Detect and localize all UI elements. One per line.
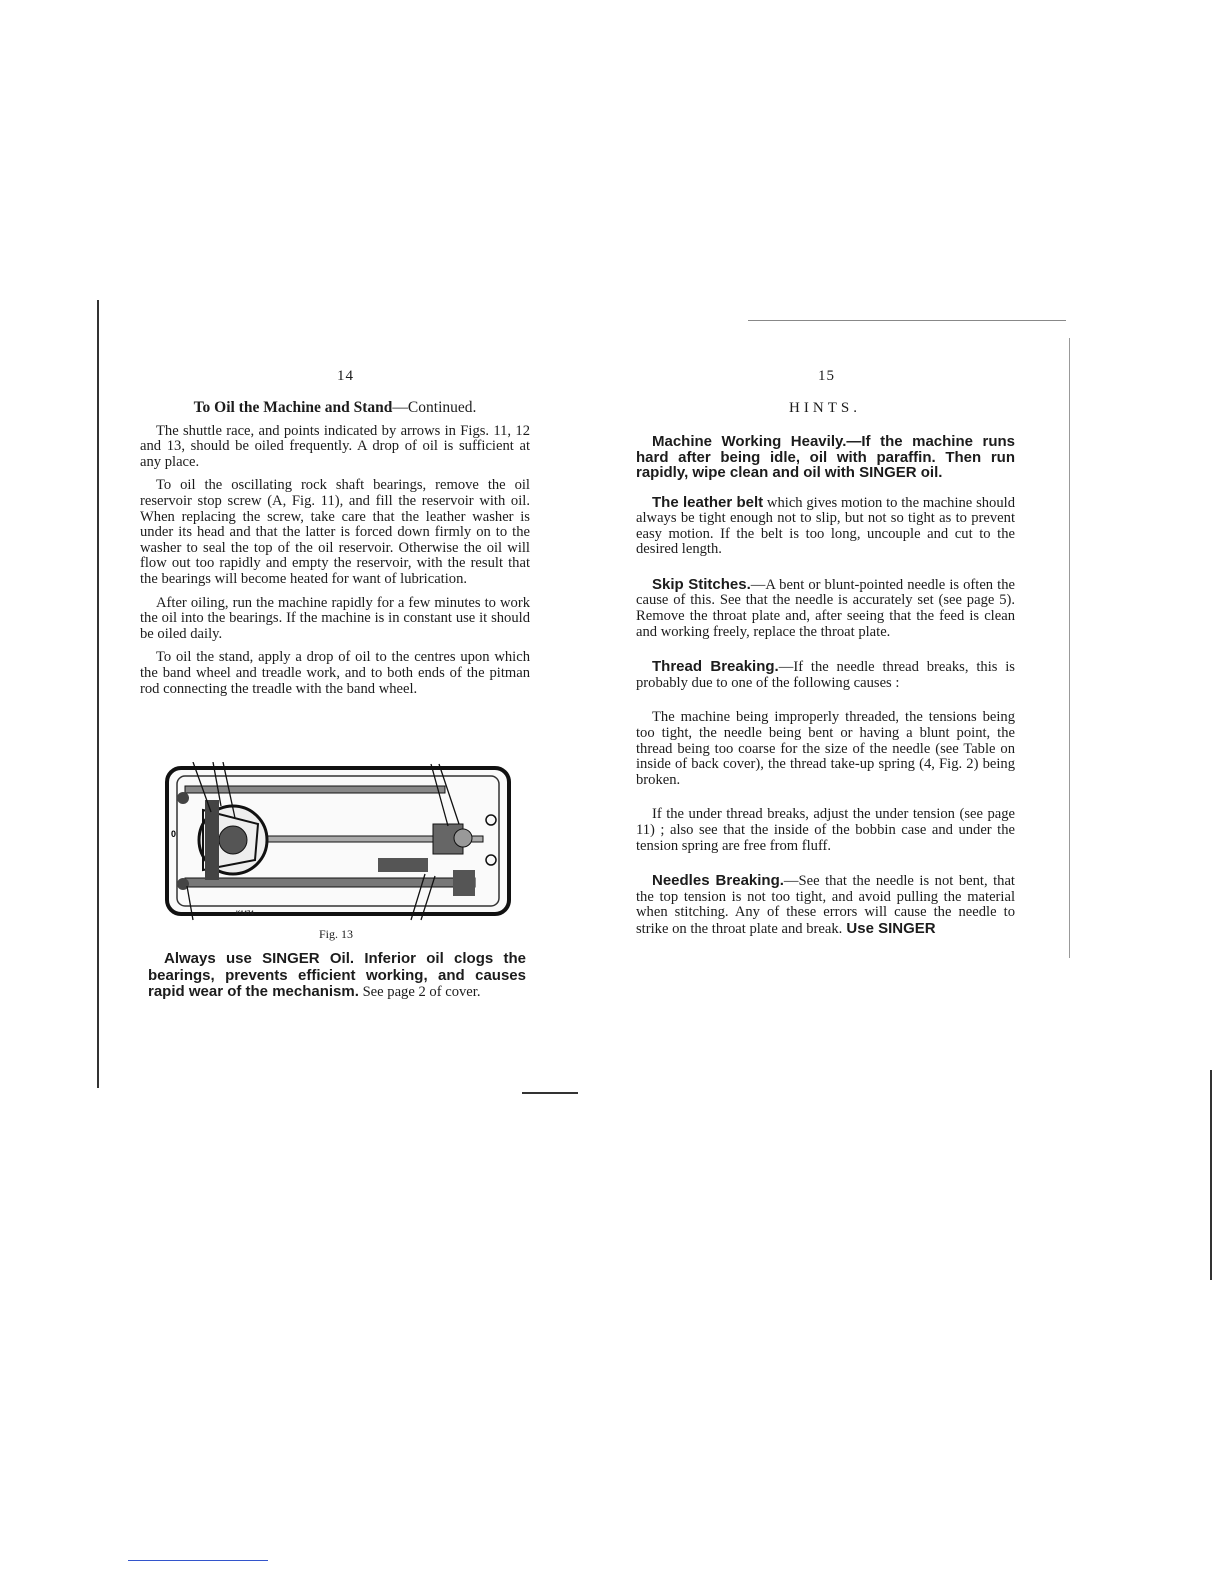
hint-text: The machine being improperly threaded, the tensions being too tight, the needle being bent or having a blunt point, the thread being too coarse for the size of the needle (see Table on inside of back cover), the thread take-up spring (4, Fig. 2) being broken. bbox=[636, 709, 1015, 788]
see-page-note: See page 2 of cover. bbox=[362, 984, 481, 1001]
hint-lead: Needles Breaking. bbox=[652, 872, 784, 890]
left-page-edge bbox=[97, 300, 99, 1088]
intro-lead: Machine Working Heavily. bbox=[652, 433, 847, 450]
hint-text: If the under thread breaks, adjust the under tension (see page 11) ; also see that the inside of the bobbin case and under the tension spring are free from fluff. bbox=[636, 806, 1015, 854]
hint-thread-causes bbox=[636, 710, 1015, 788]
left-title-main: To Oil the Machine and Stand bbox=[193, 399, 393, 416]
left-paragraph: The shuttle race, and points indicated by arrows in Figs. 11, 12 and 13, should be oiled frequently. A drop of oil is sufficient at any place. bbox=[140, 422, 530, 470]
hint-lead: Thread Breaking. bbox=[652, 658, 779, 676]
machine-working-heavily bbox=[636, 434, 1015, 481]
left-page-number: 14 bbox=[337, 368, 354, 384]
hint-thread-breaking bbox=[636, 659, 1015, 691]
hint-text: —A bent or blunt-pointed needle is often the cause of this. See that the needle is accurately set (see page 5). Remove the throat plate and, after seeing that the feed is clean and working freely, replace the throat plate. bbox=[636, 576, 1015, 640]
right-column bbox=[636, 434, 1015, 957]
svg-text:0: 0 bbox=[171, 829, 177, 839]
hint-under-thread bbox=[636, 807, 1015, 854]
left-column bbox=[140, 400, 530, 705]
hint-text: —If the needle thread breaks, this is probably due to one of the following causes : bbox=[636, 659, 1015, 691]
hint-needles-breaking bbox=[636, 873, 1015, 937]
hints-title: HINTS. bbox=[789, 400, 861, 416]
left-paragraph: To oil the stand, apply a drop of oil to the centres upon which the band wheel and treadle work, and to both ends of the pitman rod connecting the treadle with the band wheel. bbox=[140, 649, 530, 697]
singer-oil-warning: Always use SINGER Oil. Inferior oil clogs the bearings, prevents efficient working, and causes rapid wear of the mechanism. bbox=[148, 950, 526, 1001]
figure-code: K1474 bbox=[236, 911, 254, 917]
figure-caption: Fig. 13 bbox=[319, 927, 354, 941]
hint-tail: Use SINGER bbox=[842, 919, 936, 937]
bottom-blue-line bbox=[128, 1560, 268, 1561]
hint-text: —See that the needle is not bent, that the top tension is not too tight, and avoid pulling the material when stitching. Any of these errors will cause the needle to strike on the throat plate and break. bbox=[636, 873, 1015, 937]
left-title-suffix: —Continued. bbox=[392, 399, 477, 416]
hint-skip-stitches bbox=[636, 577, 1015, 640]
right-page-edge bbox=[1069, 338, 1070, 958]
binding-mark bbox=[522, 1092, 578, 1094]
hint-lead: Skip Stitches. bbox=[652, 575, 751, 593]
hint-lead: The leather belt bbox=[652, 493, 764, 511]
left-paragraph: To oil the oscillating rock shaft bearings, remove the oil reservoir stop screw (A, Fig. 11), and fill the reservoir with oil. When replacing the screw, take care that the leather washer is under its head and that the latter is forced down firmly on to the washer to seal the top of the oil reservoir. Otherwise the oil will flow out too rapidly and empty the reservoir, with the result that the bearings will become heated for want of lubrication. bbox=[140, 477, 530, 587]
hint-text: which gives motion to the machine should always be tight enough not to slip, but not so tight as to prevent easy motion. If the belt is too long, uncouple and cut to the desired length. bbox=[636, 494, 1015, 558]
right-page-number: 15 bbox=[818, 368, 835, 384]
right-top-rule bbox=[748, 320, 1066, 321]
hint-leather-belt bbox=[636, 495, 1015, 558]
machine-underside-figure bbox=[163, 762, 513, 922]
intro-rest: —If the machine runs hard after being idle, oil with paraffin. Then run rapidly, wipe clean and oil with SINGER oil. bbox=[636, 433, 1015, 481]
left-paragraph: After oiling, run the machine rapidly for a few minutes to work the oil into the bearings. If the machine is in constant use it should be oiled daily. bbox=[140, 594, 530, 642]
left-section-title bbox=[140, 400, 530, 416]
left-closing-note bbox=[148, 951, 526, 1001]
far-right-edge bbox=[1210, 1070, 1212, 1280]
